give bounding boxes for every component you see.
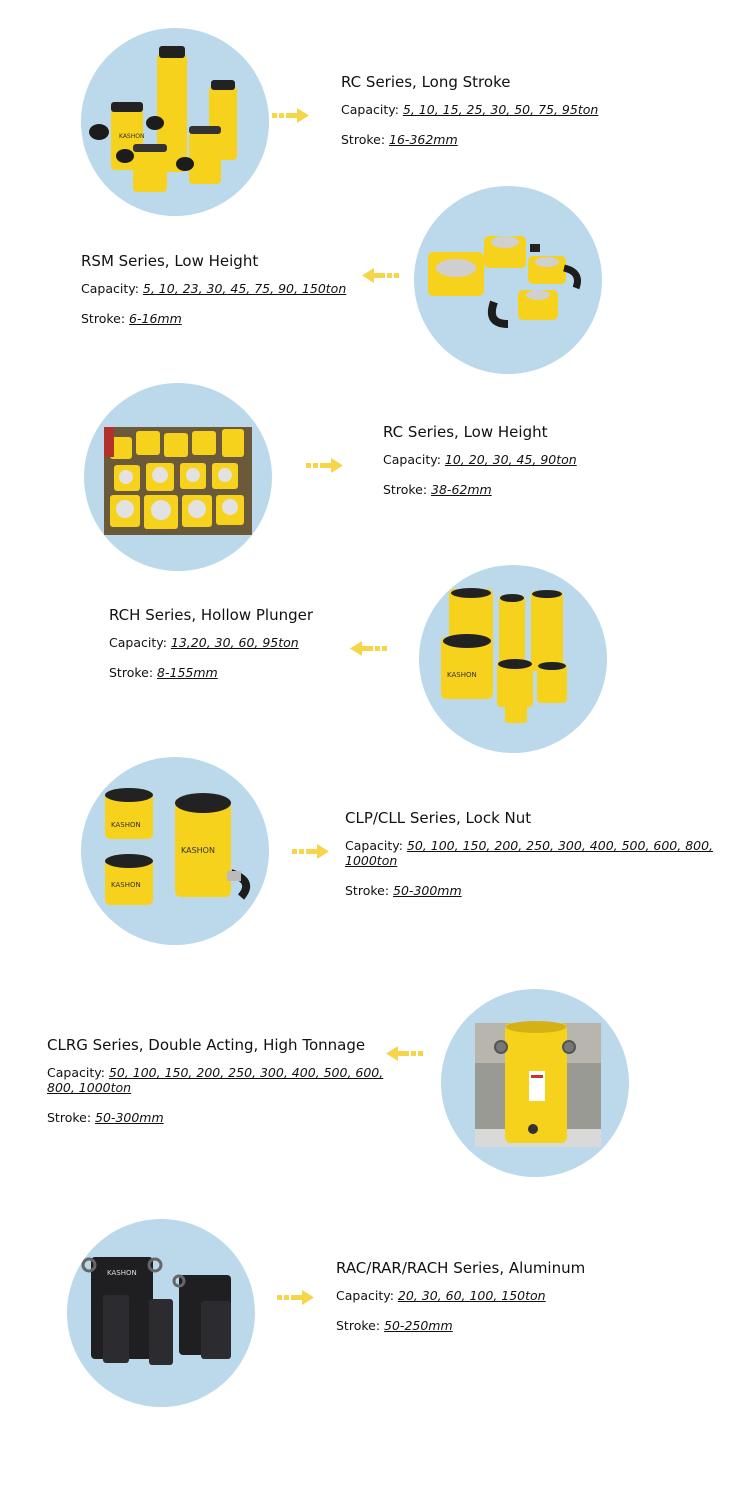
- low-height-cylinder-group-photo-icon[interactable]: [84, 383, 272, 571]
- product-info: [345, 808, 715, 913]
- stroke-row: Stroke: 50-300mm: [345, 883, 462, 898]
- stroke-value[interactable]: 50-300mm: [393, 883, 462, 898]
- product-info: [47, 1035, 407, 1140]
- flat-low-height-cylinders-icon[interactable]: [414, 186, 602, 374]
- stroke-row: Stroke: 50-250mm: [336, 1318, 453, 1333]
- capacity-row: Capacity: 20, 30, 60, 100, 150ton: [336, 1288, 546, 1303]
- double-acting-high-tonnage-cylinder-photo-icon[interactable]: [441, 989, 629, 1177]
- series-title: RCH Series, Hollow Plunger: [109, 606, 314, 624]
- series-title: RC Series, Long Stroke: [341, 73, 511, 91]
- series-title: RSM Series, Low Height: [81, 252, 259, 270]
- stroke-row: Stroke: 16-362mm: [341, 132, 458, 147]
- svg-text:KASHON: KASHON: [107, 1269, 137, 1277]
- stroke-value[interactable]: 50-250mm: [384, 1318, 453, 1333]
- svg-text:KASHON: KASHON: [181, 846, 215, 855]
- capacity-value[interactable]: 50, 100, 150, 200, 250, 300, 400, 500, 600, 800, 1000ton: [345, 838, 714, 868]
- capacity-value[interactable]: 10, 20, 30, 45, 90ton: [444, 452, 577, 467]
- arrow-right-icon: [272, 108, 310, 124]
- stroke-value[interactable]: 6-16mm: [129, 311, 182, 326]
- product-info: [81, 251, 361, 341]
- stroke-row: Stroke: 38-62mm: [383, 482, 492, 497]
- lock-nut-cylinders-icon[interactable]: [81, 757, 269, 945]
- svg-text:KASHON: KASHON: [111, 821, 141, 829]
- capacity-value[interactable]: 5, 10, 23, 30, 45, 75, 90, 150ton: [142, 281, 347, 296]
- stroke-value[interactable]: 16-362mm: [389, 132, 458, 147]
- capacity-row: Capacity: 5, 10, 15, 25, 30, 50, 75, 95ton: [341, 102, 599, 117]
- series-title: CLP/CLL Series, Lock Nut: [345, 809, 532, 827]
- hollow-plunger-cylinders-icon[interactable]: [419, 565, 607, 753]
- arrow-left-icon: [362, 268, 400, 284]
- stroke-value[interactable]: 38-62mm: [431, 482, 492, 497]
- product-info: [341, 72, 721, 162]
- svg-text:KASHON: KASHON: [447, 671, 477, 679]
- product-info: [383, 422, 723, 512]
- arrow-right-icon: [277, 1290, 315, 1306]
- capacity-value[interactable]: 20, 30, 60, 100, 150ton: [397, 1288, 546, 1303]
- yellow-long-stroke-cylinders-icon[interactable]: [81, 28, 269, 216]
- capacity-row: Capacity: 50, 100, 150, 200, 250, 300, 400, 500, 600, 800, 1000ton: [345, 838, 714, 868]
- stroke-row: Stroke: 8-155mm: [109, 665, 218, 680]
- arrow-right-icon: [292, 844, 330, 860]
- stroke-value[interactable]: 50-300mm: [95, 1110, 164, 1125]
- product-info: [336, 1258, 716, 1348]
- capacity-value[interactable]: 13,20, 30, 60, 95ton: [170, 635, 299, 650]
- stroke-row: Stroke: 50-300mm: [47, 1110, 164, 1125]
- capacity-row: Capacity: 13,20, 30, 60, 95ton: [109, 635, 299, 650]
- capacity-value[interactable]: 50, 100, 150, 200, 250, 300, 400, 500, 600, 800, 1000ton: [47, 1065, 384, 1095]
- stroke-value[interactable]: 8-155mm: [157, 665, 218, 680]
- capacity-row: Capacity: 5, 10, 23, 30, 45, 75, 90, 150ton: [81, 281, 347, 296]
- svg-text:KASHON: KASHON: [119, 133, 145, 140]
- arrow-right-icon: [306, 458, 344, 474]
- capacity-row: Capacity: 50, 100, 150, 200, 250, 300, 400, 500, 600, 800, 1000ton: [47, 1065, 384, 1095]
- series-title: RC Series, Low Height: [383, 423, 548, 441]
- svg-text:KASHON: KASHON: [111, 881, 141, 889]
- capacity-row: Capacity: 10, 20, 30, 45, 90ton: [383, 452, 577, 467]
- capacity-value[interactable]: 5, 10, 15, 25, 30, 50, 75, 95ton: [402, 102, 599, 117]
- stroke-row: Stroke: 6-16mm: [81, 311, 182, 326]
- black-aluminum-cylinders-icon[interactable]: [67, 1219, 255, 1407]
- series-title: RAC/RAR/RACH Series, Aluminum: [336, 1259, 586, 1277]
- product-info: [109, 605, 369, 695]
- series-title: CLRG Series, Double Acting, High Tonnage: [47, 1036, 366, 1054]
